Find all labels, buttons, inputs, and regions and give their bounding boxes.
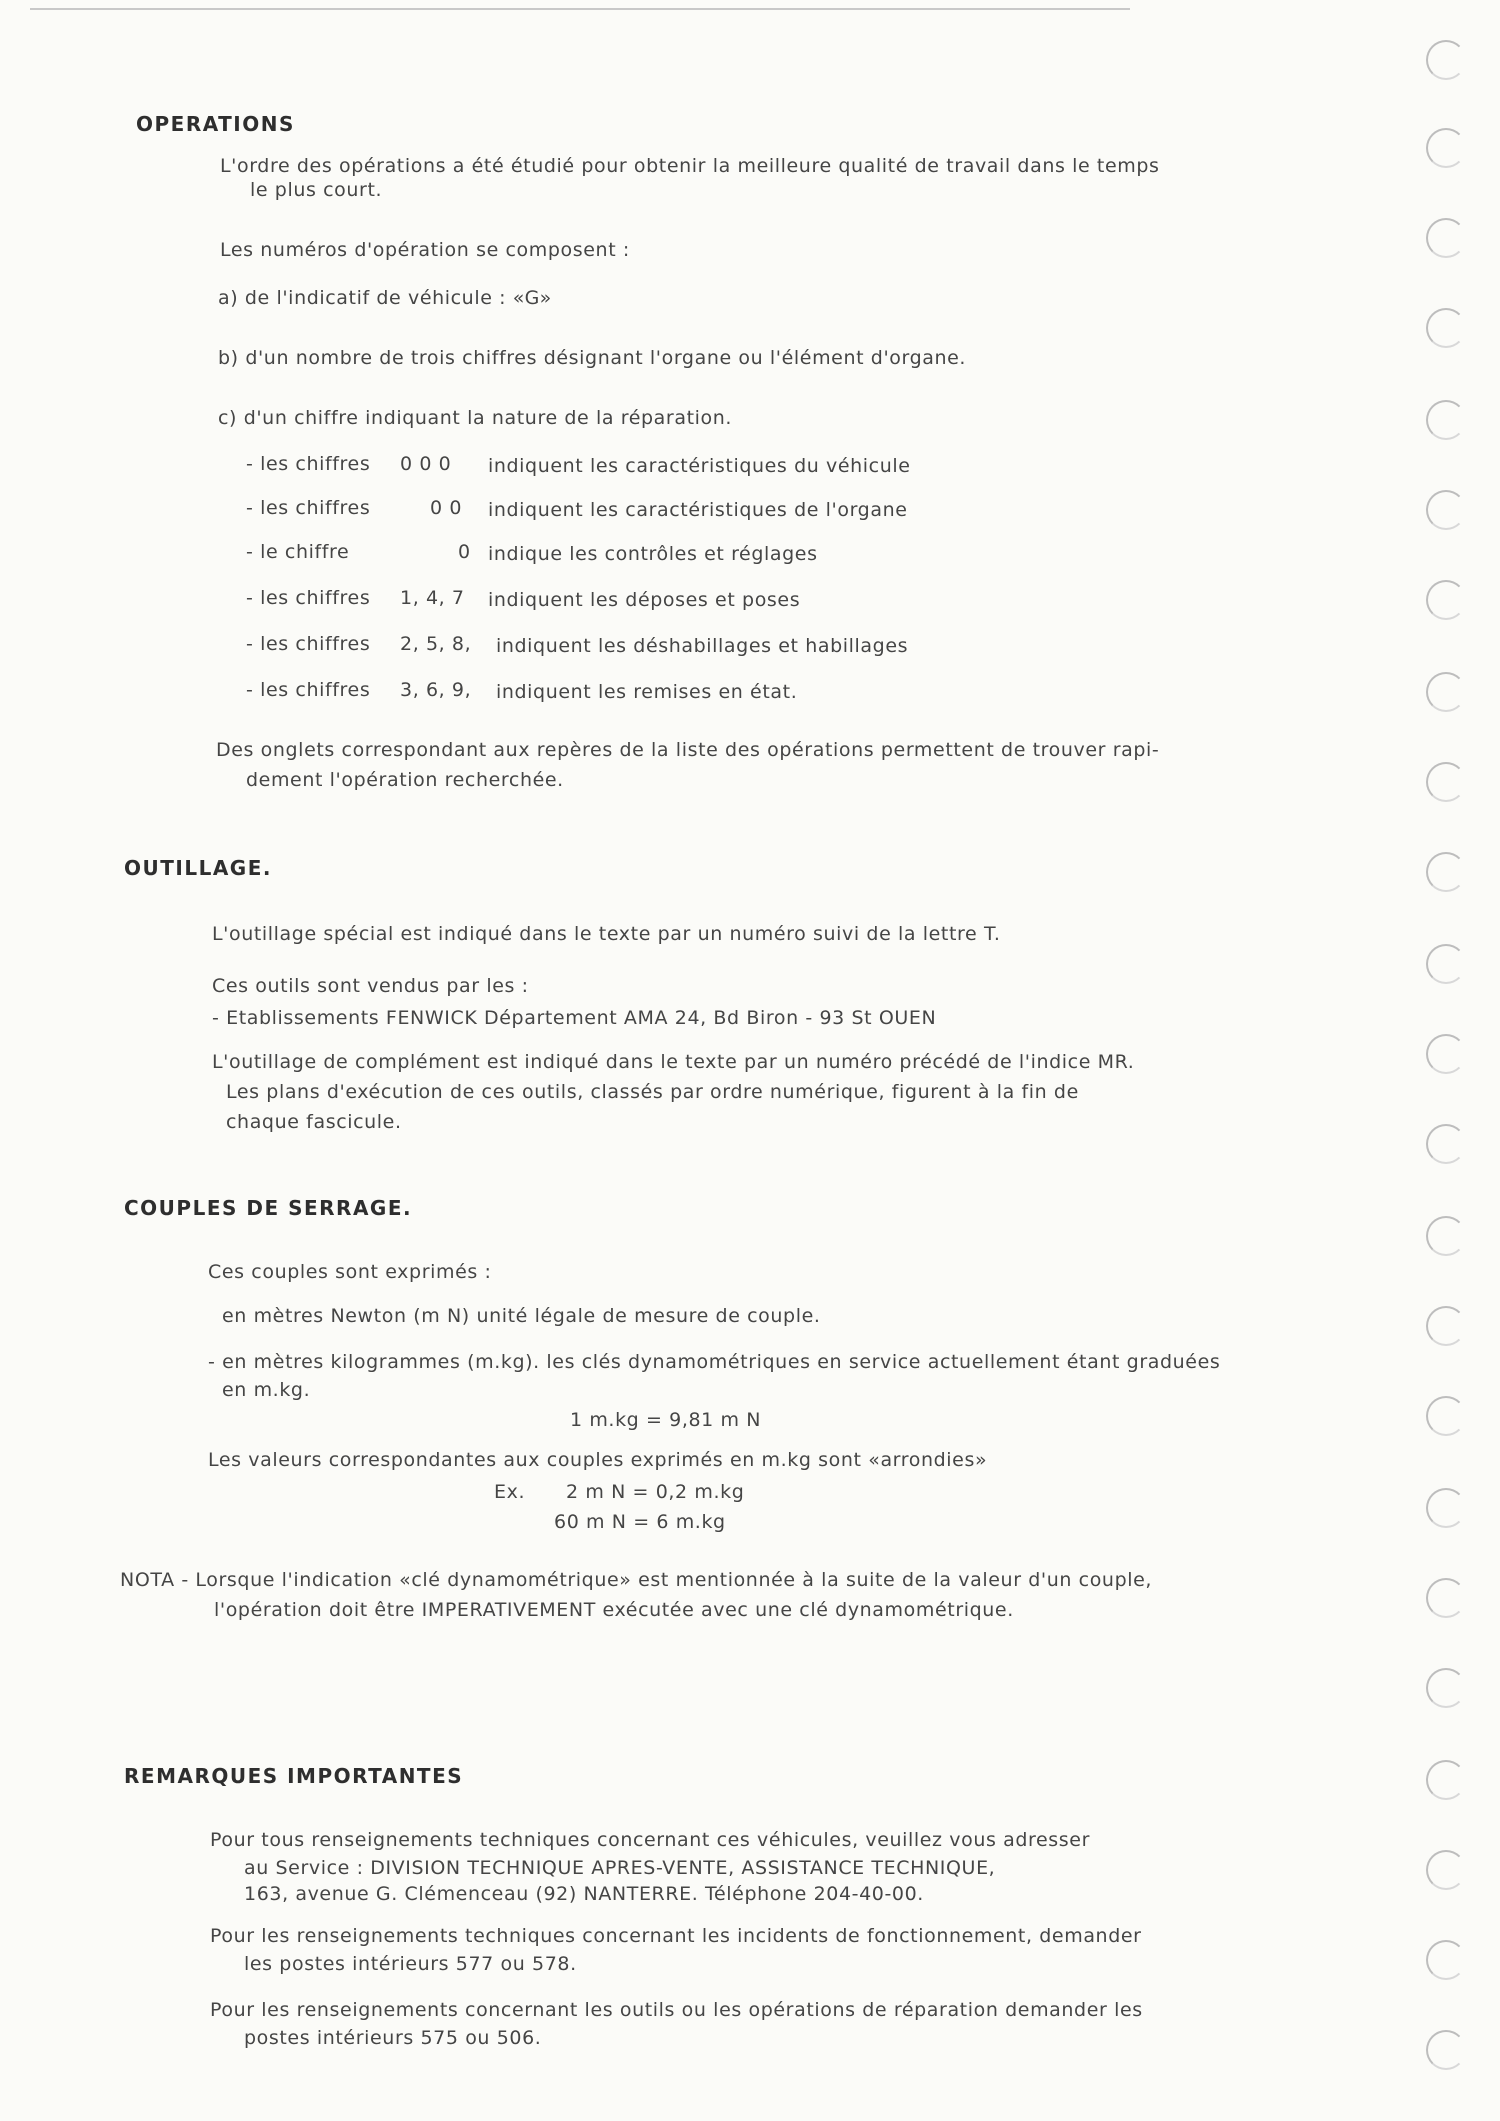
binder-hole-icon (1426, 1396, 1466, 1436)
heading-couples: COUPLES DE SERRAGE. (124, 1196, 413, 1220)
list-item-text: indique les contrôles et réglages (488, 543, 818, 565)
couples-example-1: 2 m N = 0,2 m.kg (566, 1481, 745, 1503)
outillage-complement-line-2: Les plans d'exécution de ces outils, classés par ordre numérique, figurent à la fin de (226, 1081, 1079, 1103)
list-item-label: - le chiffre (246, 541, 350, 563)
binder-hole-icon (1426, 2030, 1466, 2070)
couples-kg-line-2: en m.kg. (222, 1379, 311, 1401)
binder-hole-icon (1426, 1578, 1466, 1618)
binder-hole-icon (1426, 944, 1466, 984)
remarques-p1-line-1: Pour tous renseignements techniques concernant ces véhicules, veuillez vous adresser (210, 1829, 1090, 1851)
binder-hole-icon (1426, 490, 1466, 530)
outillage-complement-line-1: L'outillage de complément est indiqué dans le texte par un numéro précédé de l'indice MR. (212, 1051, 1135, 1073)
couples-rounded: Les valeurs correspondantes aux couples exprimés en m.kg sont «arrondies» (208, 1449, 988, 1471)
list-item-digits: 3, 6, 9, (400, 679, 472, 701)
remarques-p1-line-3: 163, avenue G. Clémenceau (92) NANTERRE. Téléphone 204-40-00. (244, 1883, 924, 1905)
binder-hole-icon (1426, 400, 1466, 440)
list-item-label: - les chiffres (246, 497, 371, 519)
list-item-label: - les chiffres (246, 587, 371, 609)
list-item-digits: 0 0 (430, 497, 463, 519)
operations-item-c: c) d'un chiffre indiquant la nature de la réparation. (218, 407, 732, 429)
outillage-sold-by: Ces outils sont vendus par les : (212, 975, 529, 997)
list-item-digits: 2, 5, 8, (400, 633, 472, 655)
couples-example-label: Ex. (494, 1481, 526, 1503)
binder-hole-icon (1426, 128, 1466, 168)
list-item-label: - les chiffres (246, 679, 371, 701)
binder-hole-icon (1426, 308, 1466, 348)
list-item-text: indiquent les déshabillages et habillages (496, 635, 909, 657)
list-item-digits: 0 0 0 (400, 453, 452, 475)
binder-hole-icon (1426, 1850, 1466, 1890)
operations-tabs-line-2: dement l'opération recherchée. (246, 769, 564, 791)
operations-intro-line-2: le plus court. (250, 179, 383, 201)
binder-hole-icon (1426, 580, 1466, 620)
remarques-p3-line-2: postes intérieurs 575 ou 506. (244, 2027, 542, 2049)
operations-item-a: a) de l'indicatif de véhicule : «G» (218, 287, 552, 309)
binder-hole-icon (1426, 1488, 1466, 1528)
operations-item-b: b) d'un nombre de trois chiffres désignant l'organe ou l'élément d'organe. (218, 347, 967, 369)
binder-hole-icon (1426, 40, 1466, 80)
remarques-p2-line-1: Pour les renseignements techniques concernant les incidents de fonctionnement, demander (210, 1925, 1142, 1947)
list-item-text: indiquent les déposes et poses (488, 589, 801, 611)
binder-hole-icon (1426, 672, 1466, 712)
list-item-text: indiquent les caractéristiques du véhicule (488, 455, 911, 477)
heading-operations: OPERATIONS (136, 112, 295, 136)
binder-hole-icon (1426, 218, 1466, 258)
list-item-text: indiquent les remises en état. (496, 681, 798, 703)
couples-nota-line-2: l'opération doit être IMPERATIVEMENT exécutée avec une clé dynamométrique. (214, 1599, 1014, 1621)
binder-hole-icon (1426, 1124, 1466, 1164)
couples-nota-line-1: NOTA - Lorsque l'indication «clé dynamométrique» est mentionnée à la suite de la valeur d'un couple, (120, 1569, 1153, 1591)
binder-hole-icon (1426, 1034, 1466, 1074)
list-item-text: indiquent les caractéristiques de l'organe (488, 499, 908, 521)
list-item-label: - les chiffres (246, 453, 371, 475)
list-item-digits: 1, 4, 7 (400, 587, 465, 609)
binder-hole-icon (1426, 1760, 1466, 1800)
operations-tabs-line-1: Des onglets correspondant aux repères de la liste des opérations permettent de trouver rapi- (216, 739, 1160, 761)
binder-hole-icon (1426, 852, 1466, 892)
heading-outillage: OUTILLAGE. (124, 856, 272, 880)
couples-example-2: 60 m N = 6 m.kg (554, 1511, 726, 1533)
binder-hole-icon (1426, 1668, 1466, 1708)
binder-hole-icon (1426, 1306, 1466, 1346)
binder-hole-icon (1426, 1216, 1466, 1256)
couples-kg-line-1: - en mètres kilogrammes (m.kg). les clés dynamométriques en service actuellement étant graduées (208, 1351, 1221, 1373)
operations-intro-line-1: L'ordre des opérations a été étudié pour obtenir la meilleure qualité de travail dans le temps (220, 155, 1160, 177)
scan-top-edge (30, 8, 1130, 10)
remarques-p1-line-2: au Service : DIVISION TECHNIQUE APRES-VENTE, ASSISTANCE TECHNIQUE, (244, 1857, 996, 1879)
binder-hole-icon (1426, 762, 1466, 802)
list-item-digits: 0 (458, 541, 471, 563)
binder-holes (1420, 0, 1480, 2121)
operations-numbers-intro: Les numéros d'opération se composent : (220, 239, 630, 261)
heading-remarques: REMARQUES IMPORTANTES (124, 1764, 464, 1788)
outillage-complement-line-3: chaque fascicule. (226, 1111, 402, 1133)
remarques-p2-line-2: les postes intérieurs 577 ou 578. (244, 1953, 577, 1975)
remarques-p3-line-1: Pour les renseignements concernant les outils ou les opérations de réparation demander les (210, 1999, 1143, 2021)
outillage-fenwick: - Etablissements FENWICK Département AMA 24, Bd Biron - 93 St OUEN (212, 1007, 937, 1029)
couples-intro: Ces couples sont exprimés : (208, 1261, 492, 1283)
couples-newton: en mètres Newton (m N) unité légale de mesure de couple. (222, 1305, 821, 1327)
couples-equation: 1 m.kg = 9,81 m N (570, 1409, 762, 1431)
outillage-special: L'outillage spécial est indiqué dans le texte par un numéro suivi de la lettre T. (212, 923, 1001, 945)
list-item-label: - les chiffres (246, 633, 371, 655)
binder-hole-icon (1426, 1940, 1466, 1980)
